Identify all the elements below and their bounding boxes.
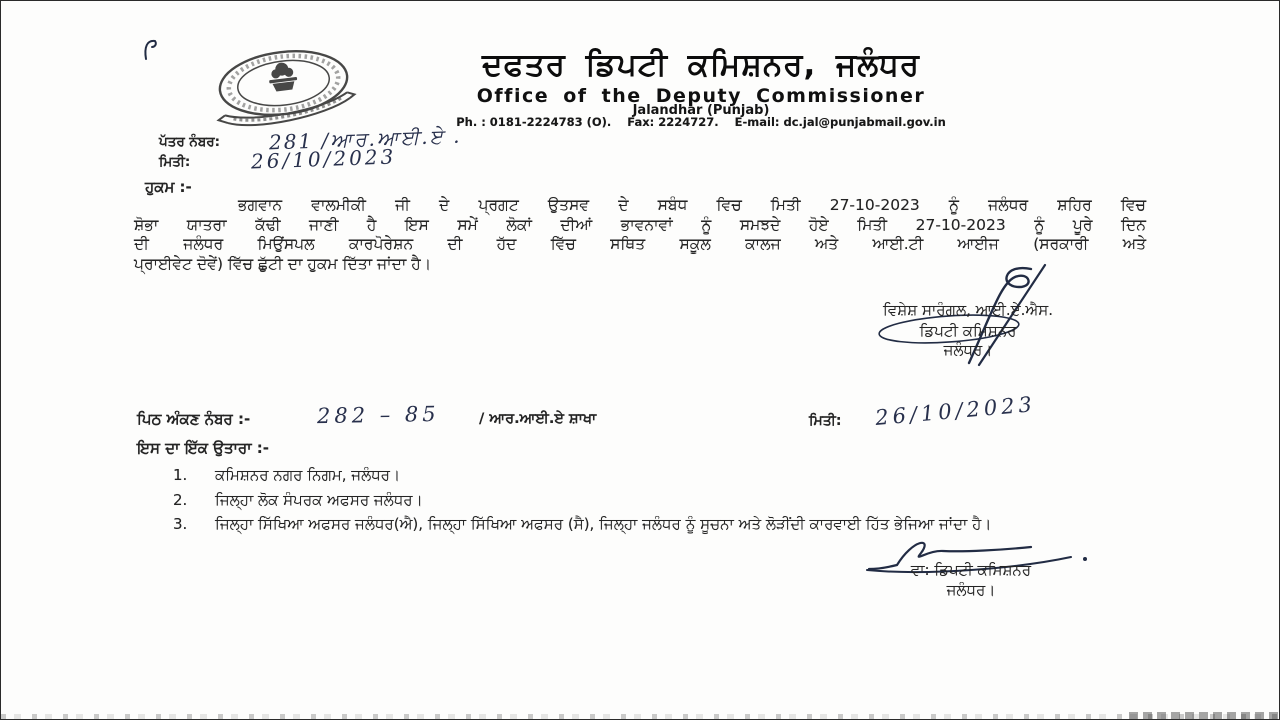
signer-place: ਜਲੰਧਰ। (943, 341, 993, 359)
signer-designation: ਡਿਪਟੀ ਕਮਿਸ਼ਨਰ (919, 322, 1017, 340)
endorsement-date-handwritten: 26/10/2023 (874, 392, 1037, 430)
second-signer-designation: ਵਾ: ਡਿਪਟੀ ਕਮਿਸ਼ਨਰ (910, 561, 1032, 579)
copy-list-item (173, 514, 1148, 536)
contact-line: Ph. : 0181-2224783 (O). Fax: 2224727. E-mail: dc.jal@punjabmail.gov.in (456, 115, 946, 129)
order-body-line: ਦੀ ਜਲੰਧਰ ਮਿਉਂਸਪਲ ਕਾਰਪੋਰੇਸ਼ਨ ਦੀ ਹੱਦ ਵਿੱਚ ਸਥਿਤ ਸਕੂਲ ਕਾਲਜ ਅਤੇ ਆਈ.ਟੀ ਆਈਜ (ਸਰਕਾਰੀ ਅਤੇ (134, 235, 1146, 253)
order-heading: ਹੁਕਮ :- (145, 178, 192, 196)
copy-item-number: 2. (173, 490, 188, 509)
letter-date-label: ਮਿਤੀ: (159, 154, 191, 170)
pen-corner-mark-icon (141, 37, 161, 63)
order-body-line: ਸ਼ੋਭਾ ਯਾਤਰਾ ਕੱਢੀ ਜਾਣੀ ਹੈ ਇਸ ਸਮੇਂ ਲੋਕਾਂ ਦੀਆਂ ਭਾਵਨਾਵਾਂ ਨੂੰ ਸਮਝਦੇ ਹੋਏ ਮਿਤੀ 27-10-2023 ਨੂੰ ਪੂਰੇ ਦਿਨ (134, 215, 1146, 234)
copy-item-text: ਕਮਿਸ਼ਨਰ ਨਗਰ ਨਿਗਮ, ਜਲੰਧਰ। (215, 466, 401, 484)
office-title-punjabi: ਦਫਤਰ ਡਿਪਟੀ ਕਮਿਸ਼ਨਰ, ਜਲੰਧਰ (481, 47, 921, 83)
order-body-line: ਪ੍ਰਾਈਵੇਟ ਦੋਵੇਂ) ਵਿੱਚ ਛੁੱਟੀ ਦਾ ਹੁਕਮ ਦਿੱਤਾ ਜਾਂਦਾ ਹੈ। (134, 254, 432, 273)
letter-number-handwritten: 281 /ਆਰ.ਆਈ.ਏ . (268, 123, 462, 155)
scan-noise-bottom (1, 714, 1280, 719)
copy-list-item (173, 465, 1148, 487)
letter-date-handwritten: 26/10/2023 (250, 144, 397, 174)
endorsement-number-label: ਪਿਠ ਅੰਕਣ ਨੰਬਰ :- (137, 410, 251, 428)
copy-list-item (173, 490, 1148, 512)
endorsement-number-handwritten: 282 – 85 (316, 401, 440, 429)
office-subtitle: Jalandhar (Punjab) (632, 103, 770, 118)
order-body-line: ਭਗਵਾਨ ਵਾਲਮੀਕੀ ਜੀ ਦੇ ਪ੍ਰਗਟ ਉਤਸਵ ਦੇ ਸਬੰਧ ਵਿਚ ਮਿਤੀ 27-10-2023 ਨੂੰ ਜਲੰਧਰ ਸ਼ਹਿਰ ਵਿਚ (238, 196, 1146, 214)
scan-noise-bottom-right (1129, 712, 1279, 719)
copy-item-number: 3. (173, 515, 188, 533)
letter-number-label: ਪੱਤਰ ਨੰਬਰ: (159, 134, 221, 150)
signer-name: ਵਿਸ਼ੇਸ਼ ਸਾਰੰਗਲ, ਆਈ.ਏ.ਐਸ. (882, 301, 1054, 319)
copy-item-text: ਜਿਲ੍ਹਾ ਸਿੱਖਿਆ ਅਫਸਰ ਜਲੰਧਰ(ਐ), ਜਿਲ੍ਹਾ ਸਿੱਖਿਆ ਅਫਸਰ (ਸੈ), ਜਿਲ੍ਹਾ ਜਲੰਧਰ ਨੂੰ ਸੂਚਨਾ ਅਤੇ ਲੋੜੀਂਦੀ ਕਾਰਵਾਈ ਹਿੱਤ ਭੇਜਿਆ ਜਾਂਦਾ ਹੈ। (215, 515, 992, 533)
copy-list-heading: ਇਸ ਦਾ ਇੱਕ ਉਤਾਰਾ :- (137, 439, 269, 457)
office-title-english: Office of the Deputy Commissioner (476, 85, 926, 107)
endorsement-branch: / ਆਰ.ਆਈ.ਏ ਸ਼ਾਖਾ (479, 411, 597, 427)
second-signer-place: ਜਲੰਧਰ। (946, 581, 996, 599)
endorsement-date-label: ਮਿਤੀ: (809, 413, 842, 429)
copy-list (173, 465, 1148, 539)
copy-item-text: ਜਿਲ੍ਹਾ ਲੋਕ ਸੰਪਰਕ ਅਫਸਰ ਜਲੰਧਰ। (215, 490, 423, 509)
copy-item-number: 1. (173, 466, 188, 484)
